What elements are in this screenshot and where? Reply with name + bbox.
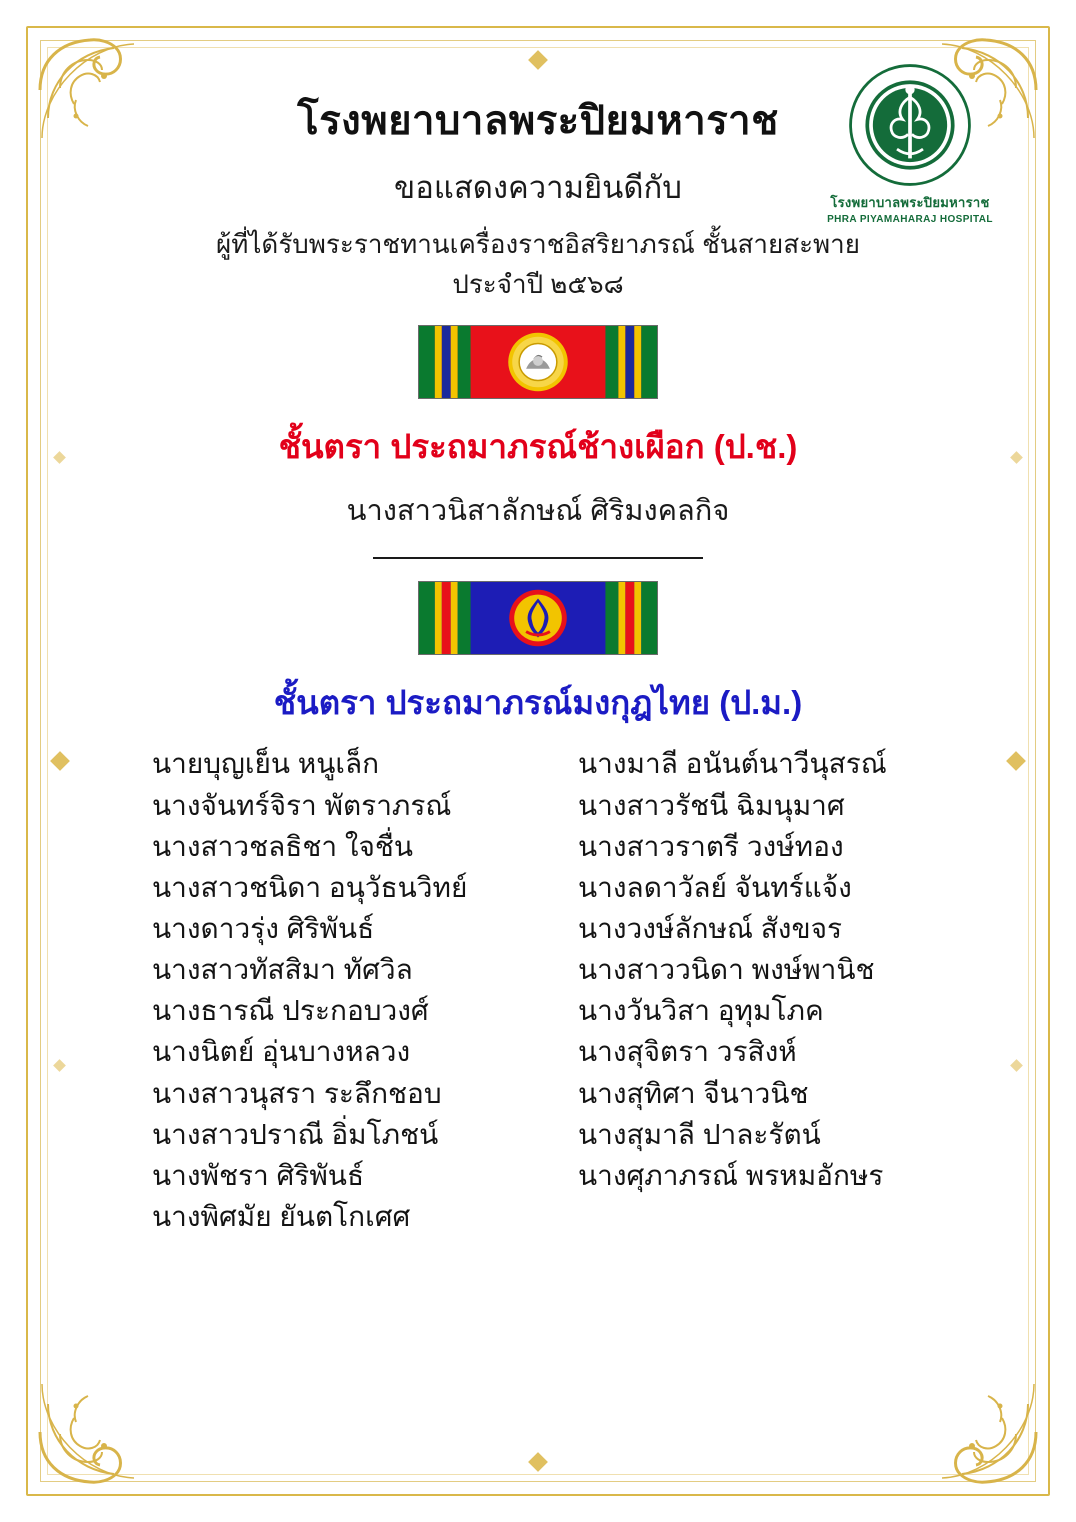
hospital-logo [820, 60, 1000, 225]
recipients-list [70, 743, 1006, 1237]
list-item: นางสาวชลธิชา ใจชื่น [152, 830, 414, 862]
list-item: นางมาลี อนันต์นาวีนุสรณ์ [578, 748, 887, 780]
list-item: นางพิศมัย ยันตโกเศศ [152, 1201, 411, 1233]
list-item: นางสาวนุสรา ระลึกชอบ [152, 1077, 442, 1109]
recipient-name: นางสาวนิสาลักษณ์ ศิริมงคลกิจ [346, 495, 730, 528]
ribbon-white-elephant-icon [418, 325, 658, 399]
class-title-crown-of-thailand: ชั้นตรา ประถมาภรณ์มงกุฎไทย (ป.ม.) [273, 684, 803, 722]
list-item: นางสุทิศา จีนาวนิช [578, 1077, 809, 1109]
list-item: นางสุมาลี ปาละรัตน์ [578, 1118, 821, 1150]
logo-caption-english: PHRA PIYAMAHARAJ HOSPITAL [827, 214, 993, 225]
list-item: นางสาวรัชนี ฉิมนุมาศ [578, 789, 845, 821]
page-title: โรงพยาบาลพระปิยมหาราช [297, 99, 779, 143]
list-item: นางจันทร์จิรา พัตราภรณ์ [152, 789, 452, 821]
subtitle-line-1: ผู้ที่ได้รับพระราชทานเครื่องราชอิสริยาภรณ์ ชั้นสายสะพาย [215, 229, 861, 259]
ribbon-crown-of-thailand-wrap [70, 581, 1006, 660]
corner-ornament-icon [896, 1342, 1046, 1492]
ribbon-crown-of-thailand-icon [418, 581, 658, 655]
list-item: นางศุภาภรณ์ พรหมอักษร [578, 1159, 884, 1191]
recipients-column-right [538, 743, 996, 1237]
list-item: นางธารณี ประกอบวงศ์ [152, 995, 429, 1027]
corner-ornament-icon [30, 1342, 180, 1492]
list-item: นางสาวทัสสิมา ทัศวิล [152, 954, 413, 986]
list-item: นางสุจิตรา วรสิงห์ [578, 1036, 797, 1068]
list-item: นางลดาวัลย์ จันทร์แจ้ง [578, 871, 852, 903]
subtitle-line-2: ประจำปี ๒๕๖๘ [452, 268, 624, 299]
list-item: นางนิตย์ อุ่นบางหลวง [152, 1036, 411, 1068]
recipients-column-left [80, 743, 538, 1237]
class-title-white-elephant: ชั้นตรา ประถมาภรณ์ช้างเผือก (ป.ช.) [278, 428, 798, 466]
list-item: นางวงษ์ลักษณ์ สังขจร [578, 913, 843, 944]
congratulation-line: ขอแสดงความยินดีกับ [394, 170, 682, 205]
ribbon-white-elephant-wrap [70, 325, 1006, 404]
list-item: นางดาวรุ่ง ศิริพันธ์ [152, 913, 375, 944]
list-item: นางสาวชนิดา อนุวัธนวิทย์ [152, 871, 468, 903]
list-item: นางวันวิสา อุทุมโภค [578, 995, 824, 1027]
ministry-of-public-health-emblem-icon [845, 60, 975, 190]
list-item: นายบุญเย็น หนูเล็ก [152, 748, 380, 780]
document-content [70, 60, 1006, 1237]
list-item: นางพัชรา ศิริพันธ์ [152, 1159, 365, 1191]
list-item: นางสาวราตรี วงษ์ทอง [578, 830, 844, 862]
section-divider [373, 557, 703, 559]
list-item: นางสาววนิดา พงษ์พานิช [578, 954, 875, 986]
logo-caption-thai: โรงพยาบาลพระปิยมหาราช [830, 195, 990, 210]
list-item: นางสาวปราณี อิ่มโภชน์ [152, 1118, 439, 1150]
